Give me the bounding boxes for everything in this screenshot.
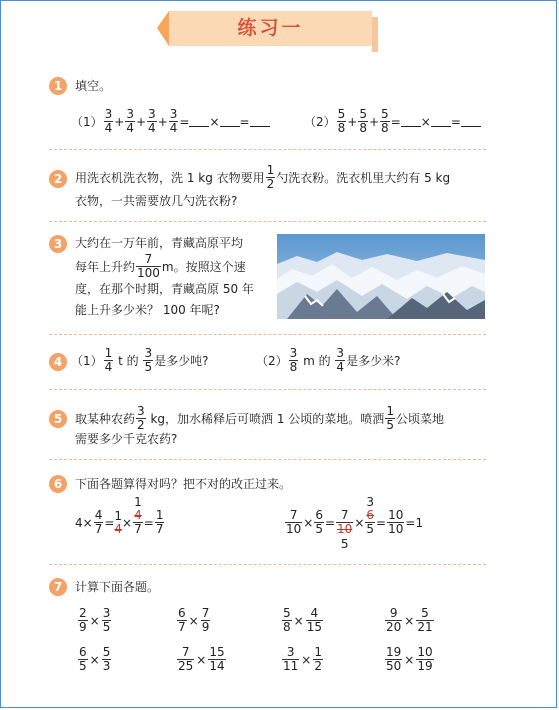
q2-line1: 用洗衣机洗衣物，洗 1 kg 衣物要用 $\frac{1}{2}$ 勺洗衣粉。洗衣机里大约有 5 kg xyxy=(75,163,451,191)
q6-right-expression: $\frac{7}{10}$ × $\frac{6}{5}$ = 7 10 5 × 3 6 5 = $\frac{10}{10}$ = 1 xyxy=(286,495,424,551)
divider xyxy=(49,389,486,390)
q4-part1: （1） $\frac{1}{4}$ t 的 $\frac{3}{5}$ 是多少吨? xyxy=(71,346,209,374)
fraction: $\frac{10}{19}$ xyxy=(417,645,433,673)
fraction: $\frac{7}{100}$ xyxy=(137,252,160,280)
fraction: $\frac{1}{2}$ xyxy=(266,163,275,191)
fraction: $\frac{3}{11}$ xyxy=(283,645,299,673)
q3-line2: 每年上升约 $\frac{7}{100}$ m。按照这个速 xyxy=(75,252,246,280)
q6-left-expression: 4 × $\frac{4}{7}$ = 1 4 × 1 4 7 = $\frac{1}{7}$ xyxy=(75,495,164,536)
q3-line3: 度，在那个时期，青藏高原 50 年 xyxy=(75,282,254,296)
q7-exercise: $\frac{3}{11}$ × $\frac{1}{2}$ xyxy=(283,645,322,673)
fraction: $\frac{3}{4}$ xyxy=(148,107,156,135)
q3-line4: 能上升多少米？ 100 年呢? xyxy=(75,303,220,317)
question-number-5: 5 xyxy=(49,410,67,428)
q7-exercise: $\frac{5}{8}$ × $\frac{4}{15}$ xyxy=(283,606,322,634)
fraction: $\frac{1}{2}$ xyxy=(314,645,322,673)
fraction: $\frac{2}{9}$ xyxy=(79,606,87,634)
q3-line1: 大约在一万年前，青藏高原平均 xyxy=(75,236,244,250)
fraction: $\frac{5}{8}$ xyxy=(381,107,389,135)
fraction: $\frac{1}{7}$ xyxy=(155,508,164,536)
tibetan-plateau-photo xyxy=(277,234,485,319)
q1-part1: （1） $\frac{3}{4}$ + $\frac{3}{4}$ + $\frac{3}{4}$ + $\frac{3}{4}$ = × = xyxy=(71,108,270,135)
q7-exercise: $\frac{6}{7}$ × $\frac{7}{9}$ xyxy=(178,606,210,634)
q5-line1: 取某种农药 $\frac{3}{2}$ kg，加水稀释后可喷洒 1 公顷的菜地。喷洒 $\frac{1}{5}$ 公顷菜地 xyxy=(75,404,444,432)
title-banner xyxy=(169,11,372,46)
fraction: 7 10 5 xyxy=(337,508,353,551)
divider xyxy=(49,334,486,335)
divider xyxy=(49,221,486,222)
fraction: $\frac{1}{4}$ xyxy=(104,346,113,374)
fraction: $\frac{7}{25}$ xyxy=(178,645,194,673)
fraction: $\frac{7}{9}$ xyxy=(201,606,210,634)
q1-part2: （2） $\frac{5}{8}$ + $\frac{5}{8}$ + $\frac{5}{8}$ = × = xyxy=(304,108,481,135)
fraction: $\frac{3}{5}$ xyxy=(144,346,153,374)
page-title: 练习一 xyxy=(237,17,304,39)
question-number-7: 7 xyxy=(49,578,67,596)
q7-exercise: $\frac{19}{50}$ × $\frac{10}{19}$ xyxy=(386,645,433,673)
answer-blank[interactable] xyxy=(250,116,270,127)
answer-blank[interactable] xyxy=(220,116,240,127)
fraction: $\frac{3}{4}$ xyxy=(104,107,113,135)
fraction: $\frac{3}{8}$ xyxy=(289,346,298,374)
answer-blank[interactable] xyxy=(431,116,451,127)
fraction: $\frac{3}{4}$ xyxy=(336,346,345,374)
question-number-4: 4 xyxy=(49,353,67,371)
q7-exercise: $\frac{6}{5}$ × $\frac{5}{3}$ xyxy=(79,645,111,673)
fraction: $\frac{3}{4}$ xyxy=(169,107,178,135)
fraction: $\frac{3}{5}$ xyxy=(102,606,111,634)
fraction: 3 6 5 xyxy=(366,495,375,536)
question-number-3: 3 xyxy=(49,235,67,253)
q4-part2: （2） $\frac{3}{8}$ m 的 $\frac{3}{4}$ 是多少米? xyxy=(256,346,401,374)
fraction: $\frac{4}{7}$ xyxy=(94,508,103,536)
divider xyxy=(49,149,486,150)
fraction: $\frac{5}{3}$ xyxy=(102,645,111,673)
q7-exercise: $\frac{2}{9}$ × $\frac{3}{5}$ xyxy=(79,606,111,634)
question-number-2: 2 xyxy=(49,170,67,188)
fraction: $\frac{7}{10}$ xyxy=(286,508,302,536)
fraction: $\frac{6}{5}$ xyxy=(79,645,87,673)
fraction: $\frac{5}{8}$ xyxy=(283,606,291,634)
fraction: $\frac{5}{8}$ xyxy=(337,107,346,135)
fraction: $\frac{1}{5}$ xyxy=(386,404,394,432)
fraction: $\frac{3}{2}$ xyxy=(137,404,145,432)
fraction: 1 4 7 xyxy=(134,495,142,536)
answer-blank[interactable] xyxy=(189,116,209,127)
fraction: $\frac{9}{20}$ xyxy=(386,606,402,634)
answer-blank[interactable] xyxy=(461,116,481,127)
fraction: $\frac{6}{7}$ xyxy=(178,606,186,634)
q7-text: 计算下面各题。 xyxy=(75,580,160,594)
fraction: $\frac{10}{10}$ xyxy=(388,508,404,536)
fraction: $\frac{5}{8}$ xyxy=(359,107,367,135)
question-number-6: 6 xyxy=(49,475,67,493)
fraction: $\frac{4}{15}$ xyxy=(306,606,322,634)
q7-exercise: $\frac{7}{25}$ × $\frac{15}{14}$ xyxy=(178,645,225,673)
q5-line2: 需要多少千克农药? xyxy=(75,432,178,446)
fraction: $\frac{5}{21}$ xyxy=(417,606,433,634)
fraction: $\frac{19}{50}$ xyxy=(386,645,402,673)
fraction: $\frac{3}{4}$ xyxy=(126,107,134,135)
answer-blank[interactable] xyxy=(401,116,421,127)
q7-exercise: $\frac{9}{20}$ × $\frac{5}{21}$ xyxy=(386,606,433,634)
fraction: $\frac{15}{14}$ xyxy=(209,645,225,673)
divider xyxy=(49,564,486,565)
q1-text: 填空。 xyxy=(75,79,112,93)
divider xyxy=(49,459,486,460)
question-number-1: 1 xyxy=(49,77,67,95)
q2-line2: 衣物，一共需要放几勺洗衣粉? xyxy=(75,194,238,208)
q6-text: 下面各题算得对吗？把不对的改正过来。 xyxy=(75,477,292,491)
fraction: $\frac{6}{5}$ xyxy=(315,508,323,536)
